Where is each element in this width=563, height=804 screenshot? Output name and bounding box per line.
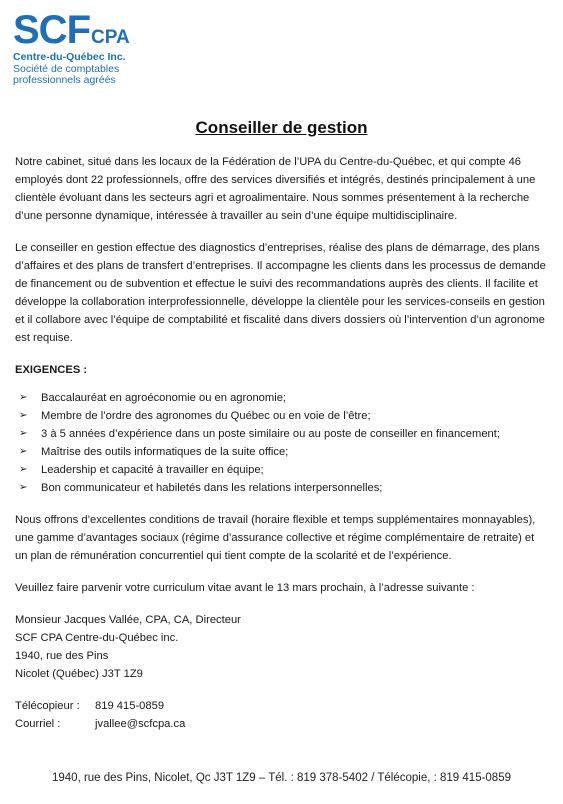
company-logo	[13, 10, 183, 87]
list-item	[15, 407, 549, 425]
logo-line-1: Centre-du-Québec Inc.	[13, 51, 126, 63]
mailing-address	[15, 611, 549, 683]
list-item	[15, 389, 549, 407]
page-footer: 1940, rue des Pins, Nicolet, Qc J3T 1Z9 – Tél. : 819 378-5402 / Télécopie, : 819 415-0859	[51, 772, 511, 784]
arrow-bullet-icon: ➢	[19, 446, 28, 457]
logo-wordmark	[13, 10, 183, 50]
arrow-bullet-icon: ➢	[19, 464, 28, 475]
offer-paragraph: Nous offrons d’excellentes conditions de travail (horaire flexible et temps supplémentaires monnayables), une gamme d’avantages sociaux (régime d’assurance collective et régime complémentaire de retraite) et un plan de rémunération concurrentiel qui tient compte de la scolarité et de l’expérience.	[15, 514, 536, 562]
requirement-text: Maîtrise des outils informatiques de la suite office;	[41, 446, 289, 458]
fax-row	[15, 697, 549, 715]
logo-scf-text: SCF	[13, 8, 90, 52]
address-line: Nicolet (Québec) J3T 1Z9	[15, 668, 143, 680]
page-title: Conseiller de gestion	[195, 118, 368, 137]
requirements-heading: EXIGENCES :	[15, 364, 88, 376]
requirement-text: Bon communicateur et habiletés dans les relations interpersonnelles;	[41, 482, 383, 494]
address-line: SCF CPA Centre-du-Québec inc.	[15, 632, 179, 644]
email-label: Courriel :	[15, 718, 61, 730]
role-paragraph: Le conseiller en gestion effectue des diagnostics d’entreprises, réalise des plans de démarrage, des plans d’affaires et des plans de transfert d’entreprises. Il accompagne les clients dans les processus de demande de financement ou de subvention et effectue le suivi des recommandations auprès des clients. Il facilite et développe la collaboration interprofessionnelle, développe la clientèle pour les services-conseils en gestion et il collabore avec l’équipe de comptabilité et fiscalité dans divers dossiers où l’intervention d’un agronome est requise.	[15, 242, 546, 344]
arrow-bullet-icon: ➢	[19, 428, 28, 439]
instructions-paragraph: Veuillez faire parvenir votre curriculum vitae avant le 13 mars prochain, à l’adresse suivante :	[15, 582, 475, 594]
requirements-list	[15, 389, 549, 497]
fax-label: Télécopieur :	[15, 700, 80, 712]
email-value[interactable]: jvallee@scfcpa.ca	[95, 718, 186, 730]
address-line: 1940, rue des Pins	[15, 650, 109, 662]
intro-paragraph: Notre cabinet, situé dans les locaux de la Fédération de l’UPA du Centre-du-Québec, et qui compte 46 employés dont 22 professionnels, offre des services diversifiés et intégrés, destinés principalement à une clientèle évoluant dans les secteurs agri et agroalimentaire. Nous sommes présentement à la recherche d’une personne dynamique, intéressée à travailler au sein d’une équipe multidisciplinaire.	[15, 156, 536, 222]
logo-line-2: Société de comptables	[13, 62, 120, 75]
arrow-bullet-icon: ➢	[19, 410, 28, 421]
list-item	[15, 443, 549, 461]
logo-cpa-text: CPA	[91, 27, 130, 48]
email-row	[15, 715, 549, 733]
list-item	[15, 479, 549, 497]
list-item	[15, 425, 549, 443]
requirement-text: 3 à 5 années d’expérience dans un poste similaire ou au poste de conseiller en financement;	[41, 428, 500, 440]
list-item	[15, 461, 549, 479]
fax-value: 819 415-0859	[95, 700, 165, 712]
arrow-bullet-icon: ➢	[19, 392, 28, 403]
contact-info	[15, 697, 549, 733]
address-line: Monsieur Jacques Vallée, CPA, CA, Directeur	[15, 614, 241, 626]
arrow-bullet-icon: ➢	[19, 482, 28, 493]
document-body	[15, 153, 549, 733]
logo-line-3: professionnels agréés	[13, 74, 116, 86]
requirement-text: Leadership et capacité à travailler en équipe;	[41, 464, 264, 476]
requirement-text: Membre de l’ordre des agronomes du Québec ou en voie de l’être;	[41, 410, 371, 422]
logo-subtitle	[13, 52, 183, 87]
requirement-text: Baccalauréat en agroéconomie ou en agronomie;	[41, 392, 287, 404]
